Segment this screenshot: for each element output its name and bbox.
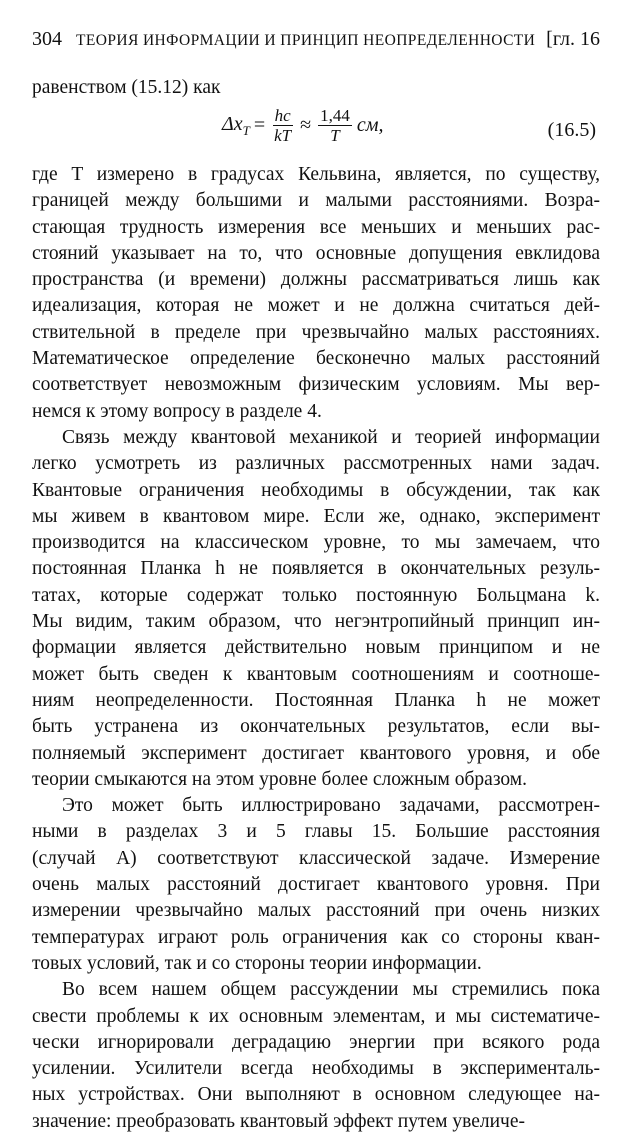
running-header <box>32 28 600 58</box>
equation-number: (16.5) <box>547 119 596 141</box>
text-line: стояний указывает на то, что основные допущения евклидова <box>32 242 600 264</box>
fraction-2-numerator: 1,44 <box>320 106 350 125</box>
text-line: производится на классическом уровне, то мы замечаем, что <box>32 532 600 554</box>
fraction-2-denominator: T <box>330 126 340 145</box>
text-line: пространства (и времени) должны рассматриваться лишь как <box>32 269 600 291</box>
text-line: измерении чрезвычайно малых расстояний при очень низких <box>32 900 600 922</box>
text-line: теории смыкаются на этом уровне более сложным образом. <box>32 768 528 790</box>
text-line: мы живем в квантовом мире. Если же, однако, эксперимент <box>32 505 600 527</box>
text-line: легко усмотреть из различных рассмотренных нами задач. <box>32 453 600 475</box>
text-line: формации является действительно новым принципом и не <box>32 637 600 659</box>
paragraph <box>32 162 600 425</box>
chapter-reference: [гл. 16 <box>546 28 600 50</box>
text-line: идеализация, которая не может и не должна считаться дей- <box>32 295 600 317</box>
text-line: соответствует невозможным физическим условиям. Мы вер- <box>32 374 600 396</box>
equation-approx: ≈ <box>300 114 312 136</box>
text-line: стающая трудность измерения все меньших и меньших рас- <box>32 216 600 238</box>
fraction-1-numerator: hc <box>274 106 291 125</box>
text-line: ниям неопределенности. Постоянная Планка h не может <box>32 689 600 711</box>
text-line: температурах играют роль ограничения как со стороны кван- <box>32 926 600 948</box>
equation-unit: см, <box>356 114 384 136</box>
text-line: немся к этому вопросу в разделе 4. <box>32 400 322 422</box>
text-line: значение: преобразовать квантовый эффект путем увеличе- <box>32 1110 525 1132</box>
paragraph <box>32 977 600 1135</box>
running-title: ТЕОРИЯ ИНФОРМАЦИИ И ПРИНЦИП НЕОПРЕДЕЛЕННОСТИ <box>76 32 536 49</box>
equation-formula <box>222 106 384 145</box>
paragraph <box>32 793 600 977</box>
fraction-1-denominator: kT <box>274 126 292 145</box>
text-line: Математическое определение бесконечно малых расстояний <box>32 348 600 370</box>
text-line: ными в разделах 3 и 5 главы 15. Большие расстояния <box>32 821 600 843</box>
text-line: усилении. Усилители всегда необходимы в эксперименталь- <box>32 1058 600 1080</box>
text-line: свести проблемы к их основным элементам, и мы систематиче- <box>32 1005 600 1027</box>
text-line: где T измерено в градусах Кельвина, является, по существу, <box>32 164 600 185</box>
text-line: Мы видим, таким образом, что негэнтропийный принцип ин- <box>32 611 600 633</box>
text-line: границей между большими и малыми расстояниями. Возра- <box>32 190 600 212</box>
text-line: товых условий, так и со стороны теории информации. <box>32 952 482 974</box>
body-text <box>32 162 600 1135</box>
text-line: Связь между квантовой механикой и теорией информации <box>62 426 600 448</box>
text-line: может быть сведен к квантовым соотношениям и соотноше- <box>32 663 600 685</box>
text-line: (случай A) соответствуют классической задаче. Измерение <box>32 847 600 869</box>
fraction-144-t <box>318 106 352 145</box>
text-line: ных устройствах. Они выполняют в основном следующее на- <box>32 1084 600 1106</box>
text-line: очень малых расстояний достигает квантового уровня. При <box>32 874 600 896</box>
fraction-hc-kt <box>272 106 293 145</box>
text-line: чески игнорировали деградацию энергии при всякого рода <box>32 1031 600 1053</box>
text-line: постоянная Планка h не появляется в окончательных резуль- <box>32 558 600 580</box>
text-line: татах, которые содержат только постоянную Больцмана k. <box>32 584 600 606</box>
text-line: ствительной в пределе при чрезвычайно малых расстояниях. <box>32 321 600 343</box>
equation-16-5 <box>32 102 600 160</box>
text-line: Это может быть иллюстрировано задачами, рассмотрен- <box>62 795 600 817</box>
book-page <box>32 28 600 1135</box>
text-line: быть устранена из окончательных результатов, если вы- <box>32 716 600 738</box>
text-line: Квантовые ограничения необходимы в обсуждении, так как <box>32 479 600 501</box>
page-number: 304 <box>32 28 62 50</box>
equation-lhs: $\Delta x_T$ <box>222 112 250 138</box>
text-line: Во всем нашем общем рассуждении мы стремились пока <box>62 979 600 1001</box>
paragraph <box>32 425 600 793</box>
text-line: полняемый эксперимент достигает квантового уровня, и обе <box>32 742 600 764</box>
equation-lhs-subscript: T <box>242 122 250 138</box>
equation-equals: = <box>253 114 266 136</box>
intro-line: равенством (15.12) как <box>32 77 221 98</box>
